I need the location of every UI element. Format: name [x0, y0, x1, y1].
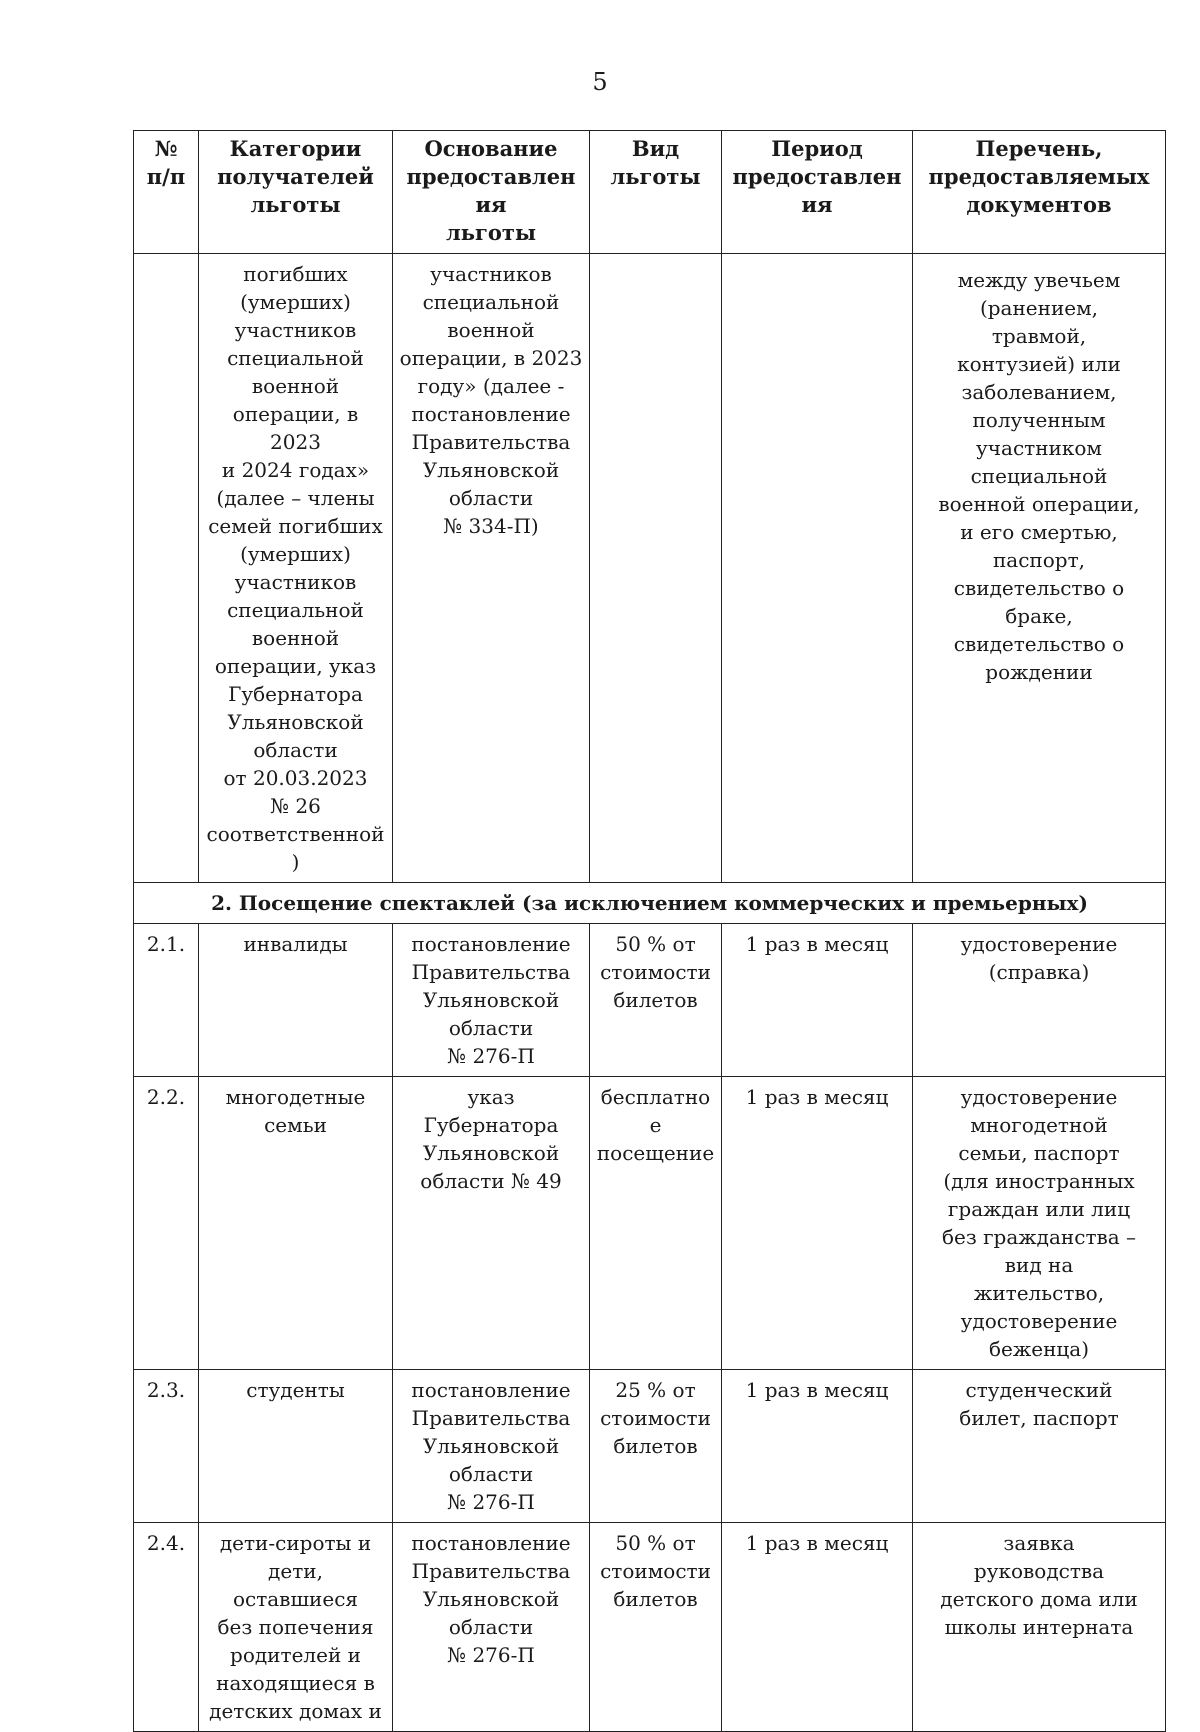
- cell-category: инвалиды: [199, 924, 393, 1077]
- table-row: [134, 1523, 1166, 1732]
- cell-documents: между увечьем (ранением, травмой, контузией) или заболеванием, полученным участником специальной военной операции, и его смертью, паспорт, свидетельство о браке, свидетельство о рождении: [913, 254, 1166, 883]
- header-number: № п/п: [134, 131, 199, 254]
- header-type: Вид льготы: [590, 131, 722, 254]
- section-heading-row: [134, 883, 1166, 924]
- cell-basis: постановление Правительства Ульяновской области № 276-П: [393, 924, 590, 1077]
- cell-number: 2.2.: [134, 1077, 199, 1370]
- cell-basis: участников специальной военной операции, в 2023 году» (далее - постановление Правительства Ульяновской области № 334-П): [393, 254, 590, 883]
- cell-basis: постановление Правительства Ульяновской области № 276-П: [393, 1370, 590, 1523]
- cell-number: 2.4.: [134, 1523, 199, 1732]
- header-category: Категории получателей льготы: [199, 131, 393, 254]
- table-row: [134, 1370, 1166, 1523]
- table-row: [134, 924, 1166, 1077]
- cell-documents: удостоверение (справка): [913, 924, 1166, 1077]
- cell-type: 50 % от стоимости билетов: [590, 1523, 722, 1732]
- table-row-continuation: [134, 254, 1166, 883]
- cell-period: 1 раз в месяц: [722, 924, 913, 1077]
- table-header-row: [134, 131, 1166, 254]
- table-row: [134, 1077, 1166, 1370]
- cell-basis: постановление Правительства Ульяновской области № 276-П: [393, 1523, 590, 1732]
- cell-number: [134, 254, 199, 883]
- cell-category: студенты: [199, 1370, 393, 1523]
- header-period: Период предоставления: [722, 131, 913, 254]
- cell-category: многодетные семьи: [199, 1077, 393, 1370]
- cell-type: 25 % от стоимости билетов: [590, 1370, 722, 1523]
- cell-category: дети-сироты и дети, оставшиеся без попечения родителей и находящиеся в детских домах и: [199, 1523, 393, 1732]
- cell-period: 1 раз в месяц: [722, 1077, 913, 1370]
- cell-documents: удостоверение многодетной семьи, паспорт (для иностранных граждан или лиц без гражданства – вид на жительство, удостоверение беженца): [913, 1077, 1166, 1370]
- header-basis: Основание предоставления льготы: [393, 131, 590, 254]
- cell-documents: заявка руководства детского дома или школы интерната: [913, 1523, 1166, 1732]
- benefits-table: [133, 130, 1166, 1732]
- cell-type: 50 % от стоимости билетов: [590, 924, 722, 1077]
- cell-type: бесплатное посещение: [590, 1077, 722, 1370]
- cell-documents: студенческий билет, паспорт: [913, 1370, 1166, 1523]
- cell-basis: указ Губернатора Ульяновской области № 49: [393, 1077, 590, 1370]
- cell-period: 1 раз в месяц: [722, 1370, 913, 1523]
- cell-number: 2.1.: [134, 924, 199, 1077]
- cell-period: 1 раз в месяц: [722, 1523, 913, 1732]
- cell-period: [722, 254, 913, 883]
- cell-number: 2.3.: [134, 1370, 199, 1523]
- cell-category: погибших (умерших) участников специальной военной операции, в 2023 и 2024 годах» (далее – члены семей погибших (умерших) участников специальной военной операции, указ Губернатора Ульяновской области от 20.03.2023 № 26 соответственной): [199, 254, 393, 883]
- section-title: 2. Посещение спектаклей (за исключением коммерческих и премьерных): [134, 883, 1166, 924]
- header-documents: Перечень, предоставляемых документов: [913, 131, 1166, 254]
- page-number: 5: [592, 68, 608, 96]
- cell-type: [590, 254, 722, 883]
